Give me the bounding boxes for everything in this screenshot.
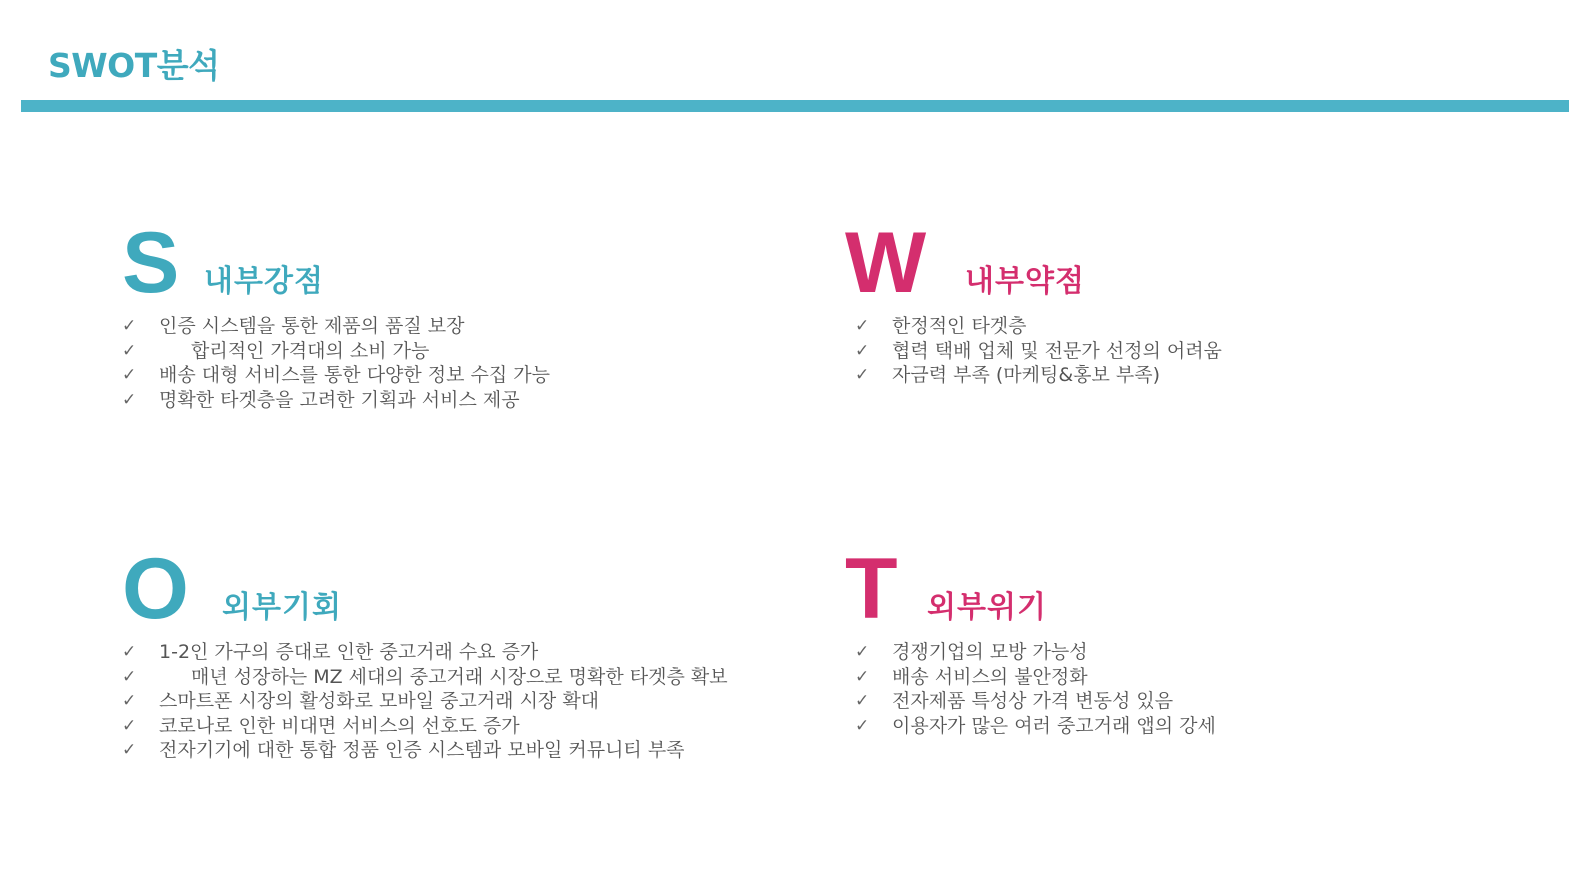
weaknesses-section [845, 212, 1495, 388]
check-icon: ✓ [122, 316, 137, 336]
check-icon: ✓ [855, 642, 870, 662]
list-item: ✓ 전자기기에 대한 통합 정품 인증 시스템과 모바일 커뮤니티 부족 [122, 739, 685, 761]
check-icon: ✓ [855, 691, 870, 711]
check-icon: ✓ [122, 340, 137, 361]
list-item: ✓ 인증 시스템을 통한 제품의 품질 보장 [122, 315, 465, 337]
list-item: ✓ 합리적인 가격대의 소비 가능 [122, 339, 430, 362]
list-item: ✓ 배송 대형 서비스를 통한 다양한 정보 수집 가능 [122, 364, 551, 386]
check-icon: ✓ [122, 365, 137, 385]
strengths-label: 내부강점 [204, 264, 324, 299]
strengths-letter: S [122, 215, 180, 311]
check-icon: ✓ [122, 642, 137, 662]
check-icon: ✓ [855, 715, 870, 736]
list-item: ✓ 명확한 타겟층을 고려한 기획과 서비스 제공 [122, 388, 520, 411]
check-icon: ✓ [122, 715, 137, 736]
opportunities-letter: O [122, 541, 189, 637]
check-icon: ✓ [855, 365, 870, 385]
list-item: ✓ 매년 성장하는 MZ 세대의 중고거래 시장으로 명확한 타겟층 확보 [122, 665, 728, 688]
threats-label: 외부위기 [927, 590, 1047, 625]
list-item: ✓ 이용자가 많은 여러 중고거래 앱의 강세 [855, 714, 1216, 737]
strengths-section [122, 212, 762, 412]
threats-list [855, 640, 1495, 738]
check-icon: ✓ [855, 340, 870, 361]
opportunities-section [122, 538, 782, 763]
page-title: SWOT분석 [48, 46, 220, 85]
weaknesses-list [855, 314, 1495, 388]
list-item: ✓ 코로나로 인한 비대면 서비스의 선호도 증가 [122, 714, 520, 737]
list-item: ✓ 한정적인 타겟층 [855, 315, 1027, 337]
weaknesses-label: 내부약점 [965, 264, 1085, 299]
title-divider [21, 100, 1569, 112]
check-icon: ✓ [122, 389, 137, 410]
list-item: ✓ 전자제품 특성상 가격 변동성 있음 [855, 690, 1174, 712]
check-icon: ✓ [855, 316, 870, 336]
list-item: ✓ 배송 서비스의 불안정화 [855, 665, 1088, 688]
list-item: ✓ 경쟁기업의 모방 가능성 [855, 641, 1088, 663]
check-icon: ✓ [122, 740, 137, 760]
list-item: ✓ 자금력 부족 (마케팅&홍보 부족) [855, 364, 1161, 386]
check-icon: ✓ [122, 691, 137, 711]
strengths-list [122, 314, 762, 412]
opportunities-list [122, 640, 782, 763]
check-icon: ✓ [122, 666, 137, 687]
weaknesses-letter: W [845, 215, 927, 311]
threats-letter: T [845, 541, 898, 637]
list-item: ✓ 1-2인 가구의 증대로 인한 중고거래 수요 증가 [122, 641, 539, 663]
opportunities-label: 외부기회 [222, 590, 342, 625]
threats-section [845, 538, 1495, 738]
list-item: ✓ 스마트폰 시장의 활성화로 모바일 중고거래 시장 확대 [122, 690, 600, 712]
check-icon: ✓ [855, 666, 870, 687]
list-item: ✓ 협력 택배 업체 및 전문가 선정의 어려움 [855, 339, 1222, 362]
